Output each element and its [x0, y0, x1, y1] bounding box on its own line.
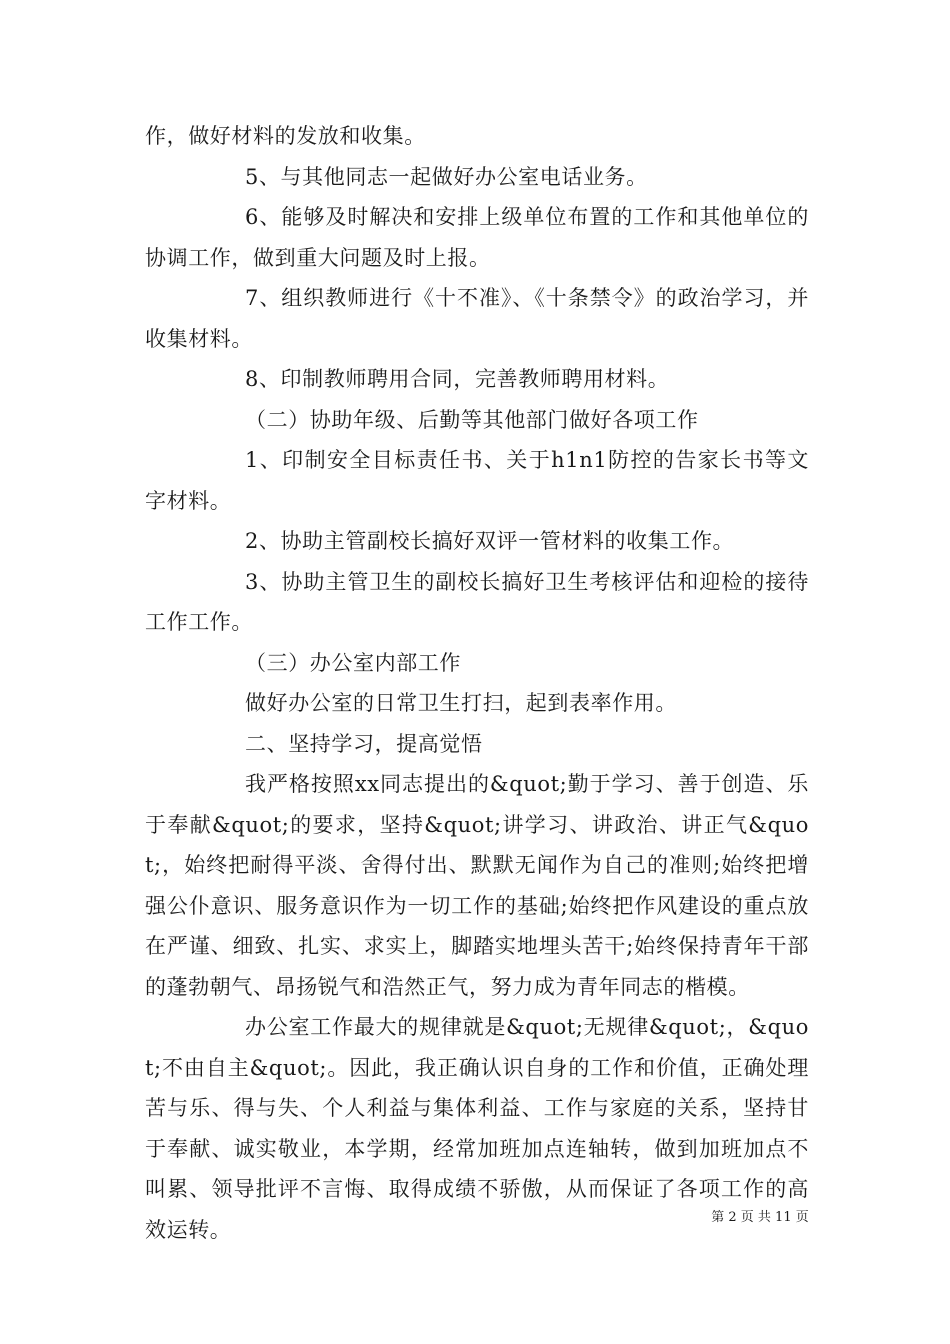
paragraph-study-body: 我严格按照xx同志提出的&quot;勤于学习、善于创造、乐于奉献&quot;的要求，坚持&quot;讲学习、讲政治、讲正气&quot;，始终把耐得平淡、舍得付出、默默无闻作为自己的准则;始终把增强公仆意识、服务意识作为一切工作的基础;始终把作风建设的重点放在严谨、细致、扎实、求实上，脚踏实地埋头苦干;始终保持青年干部的蓬勃朝气、昂扬锐气和浩然正气，努力成为青年同志的楷模。: [145, 772, 809, 999]
paragraph-item-3: 3、协助主管卫生的副校长搞好卫生考核评估和迎检的接待工作工作。: [145, 569, 809, 634]
paragraph-item-5: 5、与其他同志一起做好办公室电话业务。: [245, 164, 648, 189]
page-number: 第 2 页 共 11 页: [711, 1210, 809, 1225]
section-heading-3: （三）办公室内部工作: [245, 650, 461, 675]
page-footer: [0, 1206, 950, 1225]
paragraph-item-6: 6、能够及时解决和安排上级单位布置的工作和其他单位的协调工作，做到重大问题及时上报。: [145, 205, 809, 270]
document-body: [145, 116, 809, 1250]
paragraph-item-1: 1、印制安全目标责任书、关于h1n1防控的告家长书等文字材料。: [145, 448, 809, 513]
paragraph-office-cleaning: 做好办公室的日常卫生打扫，起到表率作用。: [245, 691, 677, 715]
paragraph-office-rules: 办公室工作最大的规律就是&quot;无规律&quot;，&quot;不由自主&quot;。因此，我正确认识自身的工作和价值，正确处理苦与乐、得与失、个人利益与集体利益、工作与家庭的关系，坚持甘于奉献、诚实敬业，本学期，经常加班加点连轴转，做到加班加点不叫累、领导批评不言悔、取得成绩不骄傲，从而保证了各项工作的高效运转。: [145, 1015, 809, 1242]
paragraph-item-8: 8、印制教师聘用合同，完善教师聘用材料。: [245, 367, 670, 391]
paragraph-item-2: 2、协助主管副校长搞好双评一管材料的收集工作。: [245, 529, 735, 553]
section-heading-2: （二）协助年级、后勤等其他部门做好各项工作: [245, 407, 699, 432]
section-heading-study: 二、坚持学习，提高觉悟: [245, 731, 483, 756]
paragraph-continuation: 作，做好材料的发放和收集。: [145, 124, 426, 148]
paragraph-item-7: 7、组织教师进行《十不准》、《十条禁令》的政治学习，并收集材料。: [145, 286, 809, 351]
